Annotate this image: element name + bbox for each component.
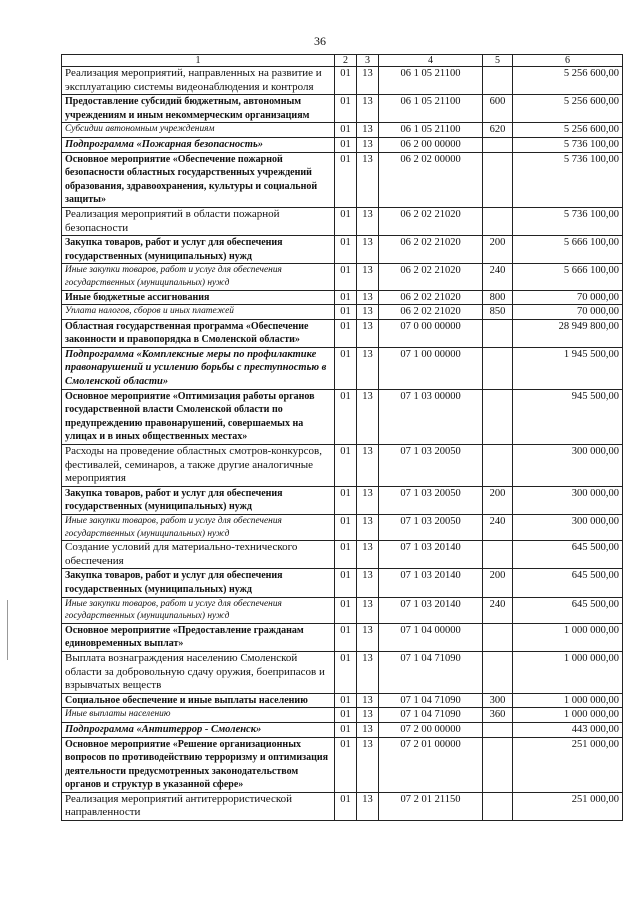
table-row	[62, 792, 623, 820]
page-number: 36	[314, 34, 326, 48]
row-target-code-cell: 07 1 04 71090	[379, 693, 483, 708]
row-target-code-cell: 06 1 05 21100	[379, 95, 483, 123]
row-amount-cell: 443 000,00	[513, 722, 623, 737]
row-section-cell: 01	[335, 137, 357, 152]
table-row	[62, 389, 623, 444]
row-subsection-cell: 13	[357, 515, 379, 541]
row-amount-cell: 945 500,00	[513, 389, 623, 444]
row-target-code-cell: 06 2 02 21020	[379, 264, 483, 290]
row-name-cell: Основное мероприятие «Предоставление гражданам единовременных выплат»	[62, 623, 335, 651]
row-amount-cell: 300 000,00	[513, 486, 623, 514]
row-target-code-cell: 07 1 04 00000	[379, 623, 483, 651]
row-section-cell: 01	[335, 693, 357, 708]
row-expense-type-cell	[483, 737, 513, 792]
row-amount-cell: 645 500,00	[513, 597, 623, 623]
row-target-code-cell: 06 2 00 00000	[379, 137, 483, 152]
row-name-cell: Реализация мероприятий в области пожарной безопасности	[62, 207, 335, 235]
row-target-code-cell: 07 1 03 20140	[379, 569, 483, 597]
row-amount-cell: 5 256 600,00	[513, 123, 623, 138]
row-expense-type-cell: 800	[483, 290, 513, 305]
row-amount-cell: 5 666 100,00	[513, 236, 623, 264]
table-row	[62, 290, 623, 305]
row-target-code-cell: 06 2 02 21020	[379, 290, 483, 305]
row-name-cell: Уплата налогов, сборов и иных платежей	[62, 305, 335, 320]
row-subsection-cell: 13	[357, 737, 379, 792]
row-section-cell: 01	[335, 651, 357, 693]
row-expense-type-cell: 600	[483, 95, 513, 123]
row-target-code-cell: 07 2 01 00000	[379, 737, 483, 792]
row-amount-cell: 28 949 800,00	[513, 319, 623, 347]
row-amount-cell: 1 000 000,00	[513, 623, 623, 651]
table-row	[62, 597, 623, 623]
row-section-cell: 01	[335, 389, 357, 444]
row-expense-type-cell	[483, 319, 513, 347]
row-subsection-cell: 13	[357, 347, 379, 389]
row-subsection-cell: 13	[357, 305, 379, 320]
row-section-cell: 01	[335, 445, 357, 487]
row-expense-type-cell	[483, 792, 513, 820]
row-amount-cell: 1 000 000,00	[513, 651, 623, 693]
row-subsection-cell: 13	[357, 290, 379, 305]
row-subsection-cell: 13	[357, 389, 379, 444]
table-row	[62, 515, 623, 541]
row-amount-cell: 70 000,00	[513, 305, 623, 320]
row-target-code-cell: 07 1 03 20050	[379, 445, 483, 487]
row-name-cell: Субсидии автономным учреждениям	[62, 123, 335, 138]
row-expense-type-cell	[483, 67, 513, 95]
row-name-cell: Основное мероприятие «Оптимизация работы органов государственной власти Смоленской области по предупреждению правонарушений, совершаемых на улицах и в иных общественных местах»	[62, 389, 335, 444]
table-row	[62, 737, 623, 792]
row-expense-type-cell	[483, 651, 513, 693]
row-target-code-cell: 07 1 03 20140	[379, 541, 483, 569]
row-expense-type-cell	[483, 152, 513, 207]
row-name-cell: Иные закупки товаров, работ и услуг для обеспечения государственных (муниципальных) нужд	[62, 515, 335, 541]
row-amount-cell: 300 000,00	[513, 445, 623, 487]
row-target-code-cell: 07 1 03 20050	[379, 486, 483, 514]
row-expense-type-cell: 620	[483, 123, 513, 138]
row-name-cell: Иные закупки товаров, работ и услуг для обеспечения государственных (муниципальных) нужд	[62, 597, 335, 623]
table-row	[62, 347, 623, 389]
row-expense-type-cell	[483, 722, 513, 737]
table-row	[62, 236, 623, 264]
table-row	[62, 264, 623, 290]
row-target-code-cell: 06 2 02 21020	[379, 236, 483, 264]
row-subsection-cell: 13	[357, 597, 379, 623]
row-name-cell: Подпрограмма «Комплексные меры по профилактике правонарушений и усилению борьбы с преступностью в Смоленской области»	[62, 347, 335, 389]
row-expense-type-cell	[483, 207, 513, 235]
row-target-code-cell: 07 1 04 71090	[379, 651, 483, 693]
row-amount-cell: 5 736 100,00	[513, 137, 623, 152]
row-expense-type-cell: 240	[483, 597, 513, 623]
row-section-cell: 01	[335, 290, 357, 305]
row-amount-cell: 70 000,00	[513, 290, 623, 305]
row-amount-cell: 5 256 600,00	[513, 67, 623, 95]
row-name-cell: Реализация мероприятий, направленных на развитие и эксплуатацию системы видеонаблюдения и контроля	[62, 67, 335, 95]
row-expense-type-cell: 240	[483, 264, 513, 290]
row-name-cell: Закупка товаров, работ и услуг для обеспечения государственных (муниципальных) нужд	[62, 236, 335, 264]
header-row	[62, 55, 623, 67]
row-target-code-cell: 07 1 03 00000	[379, 389, 483, 444]
table-row	[62, 445, 623, 487]
row-expense-type-cell: 300	[483, 693, 513, 708]
row-target-code-cell: 07 1 03 20140	[379, 597, 483, 623]
row-amount-cell: 5 256 600,00	[513, 95, 623, 123]
row-target-code-cell: 07 0 00 00000	[379, 319, 483, 347]
row-target-code-cell: 06 2 02 21020	[379, 207, 483, 235]
row-section-cell: 01	[335, 347, 357, 389]
table-row	[62, 95, 623, 123]
row-expense-type-cell	[483, 445, 513, 487]
row-subsection-cell: 13	[357, 123, 379, 138]
row-expense-type-cell	[483, 623, 513, 651]
table-row	[62, 623, 623, 651]
row-section-cell: 01	[335, 597, 357, 623]
row-section-cell: 01	[335, 541, 357, 569]
row-expense-type-cell: 240	[483, 515, 513, 541]
row-expense-type-cell	[483, 137, 513, 152]
row-target-code-cell: 07 1 00 00000	[379, 347, 483, 389]
table-row	[62, 152, 623, 207]
row-section-cell: 01	[335, 319, 357, 347]
scan-margin-mark	[7, 600, 8, 660]
row-expense-type-cell	[483, 389, 513, 444]
row-name-cell: Подпрограмма «Пожарная безопасность»	[62, 137, 335, 152]
row-name-cell: Выплата вознаграждения населению Смоленской области за добровольную сдачу оружия, боеприпасов и взрывчатых веществ	[62, 651, 335, 693]
row-amount-cell: 645 500,00	[513, 541, 623, 569]
table-row	[62, 67, 623, 95]
row-expense-type-cell: 200	[483, 236, 513, 264]
header-cell: 4	[379, 55, 483, 67]
row-name-cell: Основное мероприятие «Решение организационных вопросов по противодействию терроризму и оптимизация деятельности предусмотренных законодательством органов и структур в указанной сфере»	[62, 737, 335, 792]
row-amount-cell: 645 500,00	[513, 569, 623, 597]
row-section-cell: 01	[335, 569, 357, 597]
row-expense-type-cell: 200	[483, 569, 513, 597]
row-name-cell: Закупка товаров, работ и услуг для обеспечения государственных (муниципальных) нужд	[62, 569, 335, 597]
row-name-cell: Расходы на проведение областных смотров-конкурсов, фестивалей, семинаров, а также другие аналогичные мероприятия	[62, 445, 335, 487]
row-target-code-cell: 06 1 05 21100	[379, 67, 483, 95]
table-row	[62, 708, 623, 723]
row-amount-cell: 1 945 500,00	[513, 347, 623, 389]
row-target-code-cell: 06 1 05 21100	[379, 123, 483, 138]
row-name-cell: Подпрограмма «Антитеррор - Смоленск»	[62, 722, 335, 737]
row-amount-cell: 300 000,00	[513, 515, 623, 541]
row-amount-cell: 1 000 000,00	[513, 693, 623, 708]
row-name-cell: Основное мероприятие «Обеспечение пожарной безопасности областных государственных учреждений образования, здравоохранения, культуры и социальной защиты»	[62, 152, 335, 207]
row-expense-type-cell: 850	[483, 305, 513, 320]
row-target-code-cell: 06 2 02 21020	[379, 305, 483, 320]
row-section-cell: 01	[335, 486, 357, 514]
row-target-code-cell: 07 1 03 20050	[379, 515, 483, 541]
header-cell: 3	[357, 55, 379, 67]
header-cell: 1	[62, 55, 335, 67]
row-section-cell: 01	[335, 264, 357, 290]
row-section-cell: 01	[335, 67, 357, 95]
row-amount-cell: 5 736 100,00	[513, 152, 623, 207]
row-subsection-cell: 13	[357, 236, 379, 264]
row-subsection-cell: 13	[357, 152, 379, 207]
header-cell: 5	[483, 55, 513, 67]
row-amount-cell: 1 000 000,00	[513, 708, 623, 723]
row-target-code-cell: 07 1 04 71090	[379, 708, 483, 723]
row-expense-type-cell	[483, 347, 513, 389]
row-subsection-cell: 13	[357, 67, 379, 95]
row-amount-cell: 5 666 100,00	[513, 264, 623, 290]
row-section-cell: 01	[335, 123, 357, 138]
table-row	[62, 569, 623, 597]
header-cell: 6	[513, 55, 623, 67]
row-name-cell: Закупка товаров, работ и услуг для обеспечения государственных (муниципальных) нужд	[62, 486, 335, 514]
row-subsection-cell: 13	[357, 708, 379, 723]
row-target-code-cell: 07 2 01 21150	[379, 792, 483, 820]
row-target-code-cell: 07 2 00 00000	[379, 722, 483, 737]
row-name-cell: Областная государственная программа «Обеспечение законности и правопорядка в Смоленской области»	[62, 319, 335, 347]
row-subsection-cell: 13	[357, 722, 379, 737]
row-section-cell: 01	[335, 95, 357, 123]
row-section-cell: 01	[335, 207, 357, 235]
row-subsection-cell: 13	[357, 623, 379, 651]
row-subsection-cell: 13	[357, 651, 379, 693]
row-subsection-cell: 13	[357, 792, 379, 820]
row-name-cell: Иные бюджетные ассигнования	[62, 290, 335, 305]
row-name-cell: Предоставление субсидий бюджетным, автономным учреждениям и иным некоммерческим организациям	[62, 95, 335, 123]
row-name-cell: Реализация мероприятий антитеррористической направленности	[62, 792, 335, 820]
row-subsection-cell: 13	[357, 445, 379, 487]
row-expense-type-cell: 200	[483, 486, 513, 514]
row-section-cell: 01	[335, 623, 357, 651]
table-row	[62, 486, 623, 514]
row-subsection-cell: 13	[357, 541, 379, 569]
row-subsection-cell: 13	[357, 207, 379, 235]
budget-table	[61, 54, 623, 821]
row-subsection-cell: 13	[357, 569, 379, 597]
row-expense-type-cell	[483, 541, 513, 569]
row-subsection-cell: 13	[357, 319, 379, 347]
row-subsection-cell: 13	[357, 95, 379, 123]
row-subsection-cell: 13	[357, 264, 379, 290]
row-name-cell: Иные закупки товаров, работ и услуг для обеспечения государственных (муниципальных) нужд	[62, 264, 335, 290]
table-row	[62, 693, 623, 708]
row-section-cell: 01	[335, 305, 357, 320]
row-expense-type-cell: 360	[483, 708, 513, 723]
table-row	[62, 651, 623, 693]
row-name-cell: Создание условий для материально-технического обеспечения	[62, 541, 335, 569]
row-name-cell: Иные выплаты населению	[62, 708, 335, 723]
row-name-cell: Социальное обеспечение и иные выплаты населению	[62, 693, 335, 708]
row-subsection-cell: 13	[357, 137, 379, 152]
table-row	[62, 305, 623, 320]
table-row	[62, 541, 623, 569]
row-subsection-cell: 13	[357, 486, 379, 514]
table-row	[62, 123, 623, 138]
row-section-cell: 01	[335, 236, 357, 264]
header-cell: 2	[335, 55, 357, 67]
row-section-cell: 01	[335, 515, 357, 541]
table-row	[62, 319, 623, 347]
row-amount-cell: 251 000,00	[513, 737, 623, 792]
row-target-code-cell: 06 2 02 00000	[379, 152, 483, 207]
row-amount-cell: 251 000,00	[513, 792, 623, 820]
row-section-cell: 01	[335, 708, 357, 723]
table-row	[62, 137, 623, 152]
table-row	[62, 207, 623, 235]
row-section-cell: 01	[335, 152, 357, 207]
row-section-cell: 01	[335, 737, 357, 792]
table-row	[62, 722, 623, 737]
row-section-cell: 01	[335, 722, 357, 737]
row-section-cell: 01	[335, 792, 357, 820]
row-subsection-cell: 13	[357, 693, 379, 708]
row-amount-cell: 5 736 100,00	[513, 207, 623, 235]
